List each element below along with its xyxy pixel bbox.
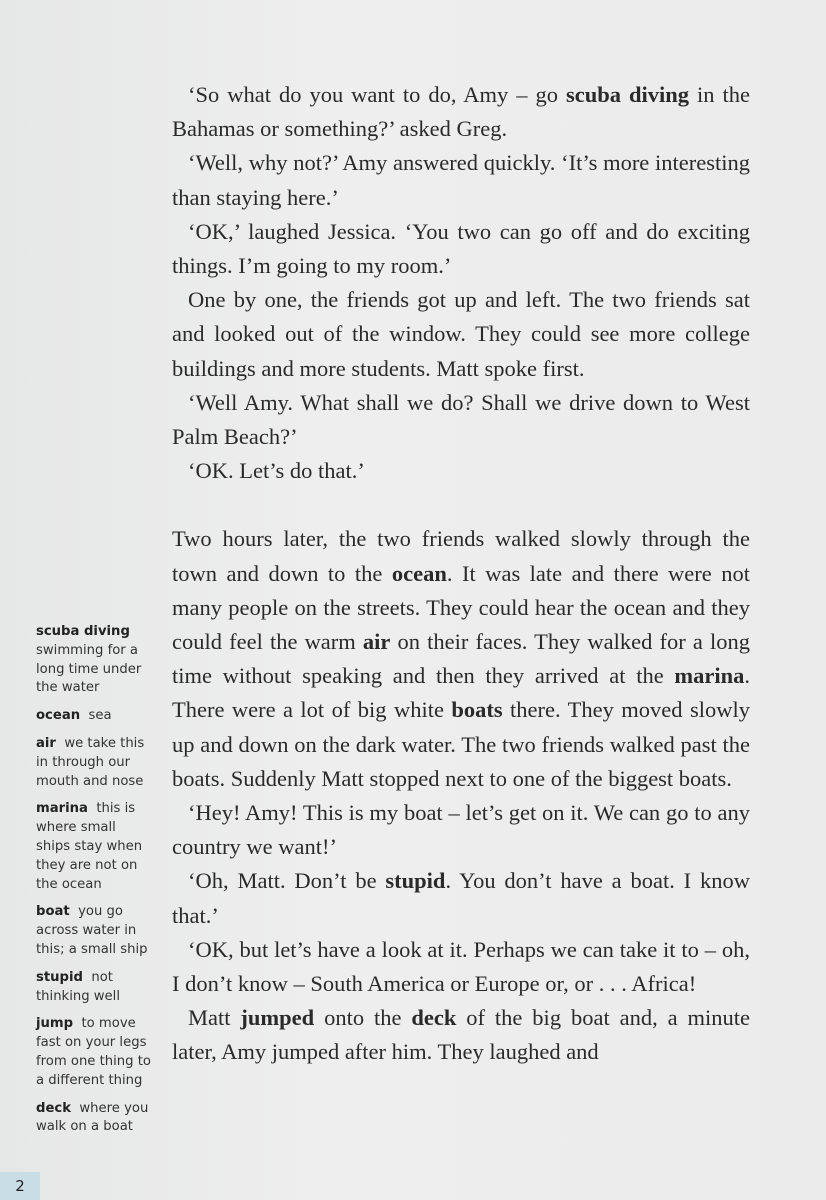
glossary	[36, 623, 154, 1146]
paragraph: ‘Hey! Amy! This is my boat – let’s get on it. We can go to any country we want!’	[172, 800, 750, 860]
glossary-term: jump	[36, 1016, 74, 1032]
page-number: 2	[0, 1172, 40, 1200]
glossary-term: scuba diving	[36, 624, 130, 639]
glossary-entry	[36, 1015, 154, 1090]
paragraph: ‘So what do you want to do, Amy – go scuba diving in the Bahamas or something?’ asked Greg.	[172, 82, 750, 142]
glossary-entry	[36, 623, 154, 698]
glossary-entry	[36, 1100, 154, 1138]
glossary-term: ocean	[36, 708, 81, 724]
glossary-definition: not thinking well	[36, 969, 120, 1004]
glossary-term: deck	[36, 1100, 71, 1116]
glossary-definition: you go across water in this; a small ship	[36, 904, 148, 957]
glossary-entry	[36, 735, 154, 791]
glossary-definition: where you walk on a boat	[36, 1100, 149, 1135]
paragraph: ‘OK, but let’s have a look at it. Perhaps we can take it to – oh, I don’t know – South America or Europe or, or . . . Africa!	[172, 936, 750, 997]
glossary-entry	[36, 800, 154, 894]
paragraph: ‘OK,’ laughed Jessica. ‘You two can go off and do exciting things. I’m going to my room.’	[172, 218, 750, 279]
glossary-term: boat	[36, 904, 70, 920]
section-break	[172, 488, 750, 522]
paragraph: Matt jumped onto the deck of the big boat and, a minute later, Amy jumped after him. They laughed and	[172, 1005, 750, 1065]
paragraph: One by one, the friends got up and left. The two friends sat and looked out of the window. They could see more college buildings and more students. Matt spoke first.	[172, 287, 750, 381]
paragraph: Two hours later, the two friends walked slowly through the town and down to the ocean. It was late and there were not many people on the streets. They could hear the ocean and they could feel the warm air on their faces. They walked for a long time without speaking and then they arrived at the marina. There were a lot of big white boats there. They moved slowly up and down on the dark water. The two friends walked past the boats. Suddenly Matt stopped next to one of the biggest boats.	[172, 526, 750, 791]
glossary-definition: swimming for a long time under the water	[36, 642, 142, 696]
glossary-entry	[36, 903, 154, 959]
glossary-definition: sea	[88, 708, 112, 724]
glossary-definition: to move fast on your legs from one thing to a different thing	[36, 1016, 151, 1088]
glossary-definition: this is where small ships stay when they are not on the ocean	[36, 801, 143, 892]
glossary-entry	[36, 707, 154, 726]
glossary-entry	[36, 969, 154, 1007]
glossary-definition: we take this in through our mouth and nose	[36, 735, 145, 789]
glossary-term: air	[36, 735, 56, 751]
paragraph: ‘Well, why not?’ Amy answered quickly. ‘It’s more interesting than staying here.’	[172, 150, 750, 210]
glossary-term: stupid	[36, 969, 83, 985]
paragraph: ‘Well Amy. What shall we do? Shall we drive down to West Palm Beach?’	[172, 389, 750, 450]
glossary-term: marina	[36, 801, 88, 817]
paragraph: ‘Oh, Matt. Don’t be stupid. You don’t have a boat. I know that.’	[172, 868, 750, 928]
paragraph: ‘OK. Let’s do that.’	[188, 458, 365, 484]
story-text	[172, 78, 750, 1070]
